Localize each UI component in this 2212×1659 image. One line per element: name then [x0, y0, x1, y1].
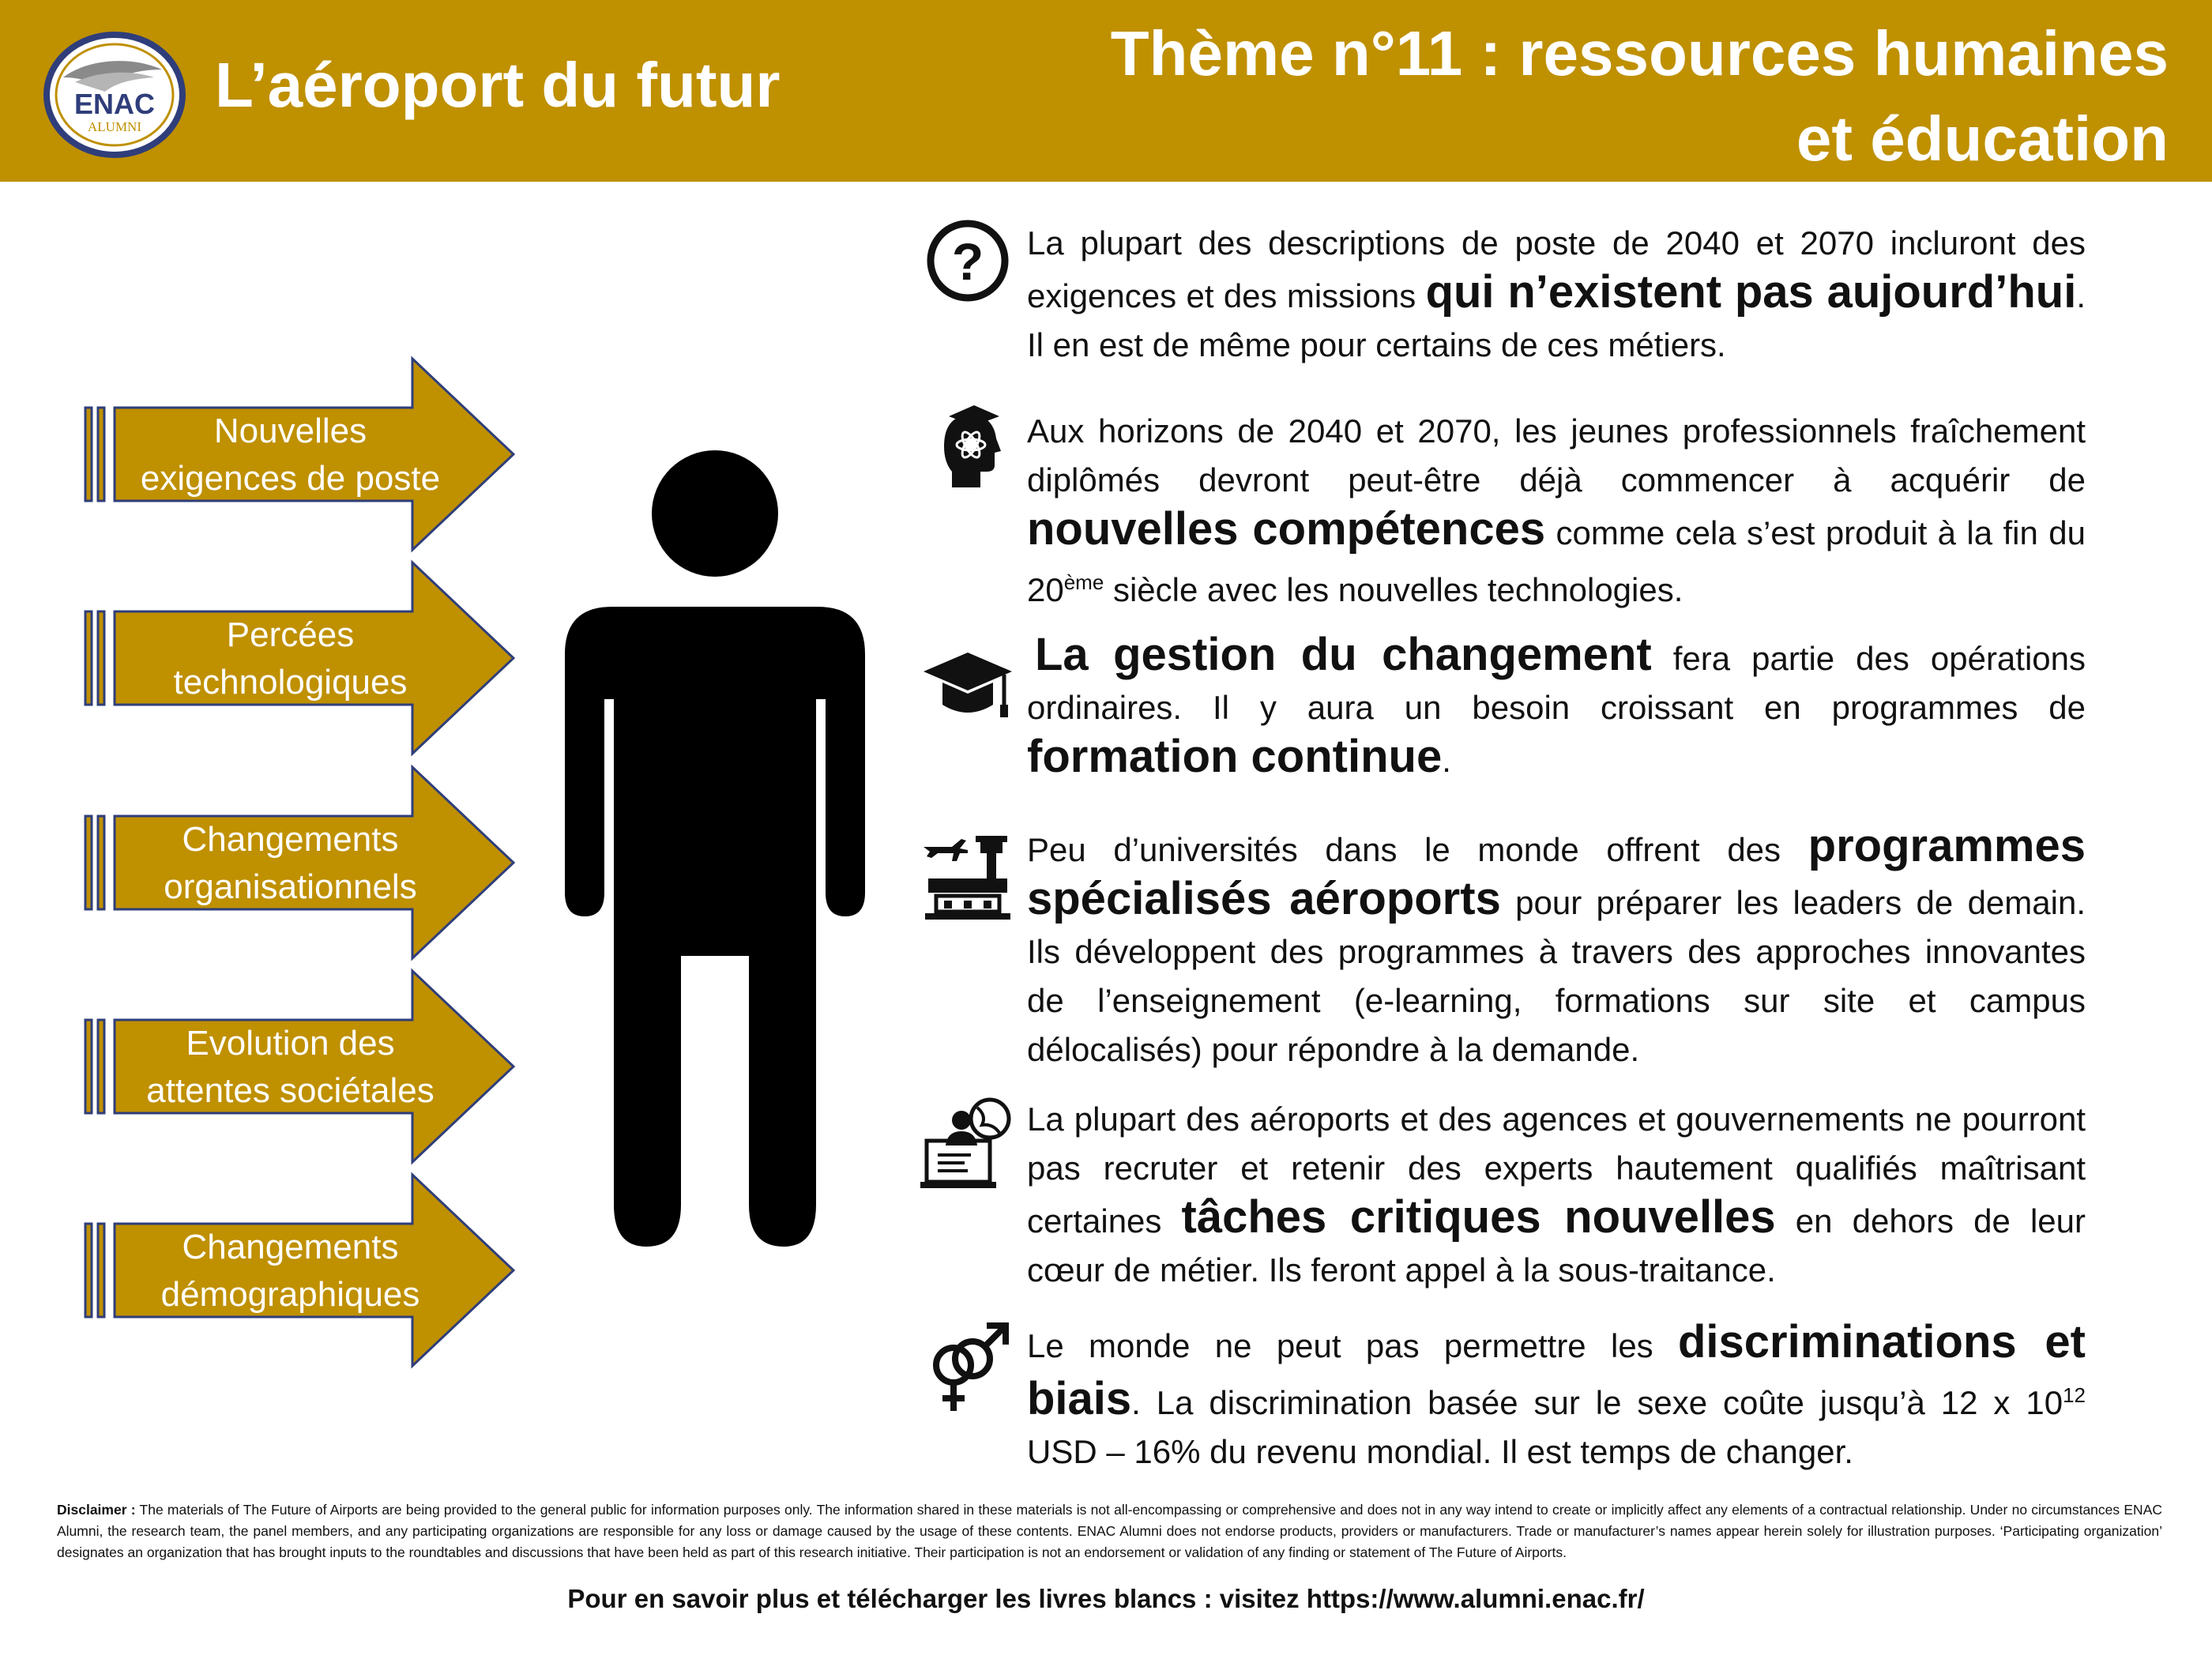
svg-text:ALUMNI: ALUMNI	[88, 119, 141, 134]
site-title: L’aéroport du futur	[215, 50, 781, 120]
airport-icon	[920, 830, 1015, 924]
paragraph-outsourcing: La plupart des aéroports et des agences et gouvernements ne pourront pas recruter et retenir des experts hautement qualifiés maîtrisant certaines tâches critiques nouvelles en dehors de leur cœur de métier. Ils feront appel à la sous-traitance.	[1027, 1100, 2086, 1288]
paragraph-change-management: La gestion du changement fera partie des opérations ordinaires. Il y aura un besoin croissant en programmes de formation continue.	[1027, 629, 2086, 782]
graduation-cap-icon	[920, 638, 1015, 733]
driver-label: Nouvelles exigences de poste	[140, 412, 441, 498]
paragraph-airport-programs: Peu d’universités dans le monde offrent des programmes spécialisés aéroports pour préparer les leaders de demain. Ils développent des programmes à travers des approches innovantes de l’enseignement (e-learning, formations sur site et campus délocalisés) pour répondre à la demande.	[1027, 820, 2086, 1068]
question-icon	[920, 213, 1015, 308]
remote-expert-icon	[920, 1097, 1015, 1191]
person-silhouette	[553, 450, 877, 1256]
disclaimer: Disclaimer : The materials of The Future of Airports are being provided to the general public for information purposes only. The information shared in these materials is not all-encompassing or comprehensive and does not in any way intend to create or implicitly affect any elements of a contractual relationship. Under no circumstances ENAC Alumni, the research team, the panel members, and any participating organizations are responsible for any loss or damage caused by the usage of these contents. ENAC Alumni does not endorse products, providers or manufacturers. Trade or manufacturer’s names appear herein solely for illustration purposes. ‘Participating organization’ designates an organization that has brought inputs to the roundtables and discussions that have been held as part of this research initiative. Their participation is not an endorsement or validation of any finding or statement of The Future of Airports.	[57, 1502, 2163, 1560]
paragraph-future-jobs: La plupart des descriptions de poste de 2040 et 2070 incluront des exigences et des missions qui n’existent pas aujourd’hui. Il en est de même pour certains de ces métiers.	[1027, 224, 2086, 363]
graduate-mind-icon	[920, 399, 1015, 494]
driver-label: Changements organisationnels	[164, 820, 417, 906]
footer-link-text[interactable]: Pour en savoir plus et télécharger les livres blancs : visitez https://www.alumni.enac.fr/	[567, 1584, 1645, 1613]
driver-label: Evolution des attentes sociétales	[146, 1024, 434, 1110]
paragraph-discrimination: Le monde ne peut pas permettre les discriminations et biais. La discrimination basée sur le sexe coûte jusqu’à 12 x $10^{12}$ USD – 16% du revenu mondial. Il est temps de changer.	[1027, 1316, 2086, 1470]
svg-text:?: ?	[951, 232, 984, 291]
header-bar	[0, 0, 2212, 182]
paragraph-new-skills: Aux horizons de 2040 et 2070, les jeunes professionnels fraîchement diplômés devront peut-être déjà commencer à acquérir de nouvelles compétences comme cela s’est produit à la fin du 20ème siècle avec les nouvelles technologies.	[1027, 412, 2086, 608]
driver-label: Percées technologiques	[173, 615, 408, 702]
driver-label: Changements démographiques	[160, 1228, 420, 1314]
gender-icon	[920, 1321, 1015, 1416]
theme-title: Thème n°11 : ressources humaines et éducation	[1110, 18, 2169, 174]
svg-text:ENAC: ENAC	[73, 88, 156, 120]
enac-alumni-logo	[43, 32, 186, 158]
